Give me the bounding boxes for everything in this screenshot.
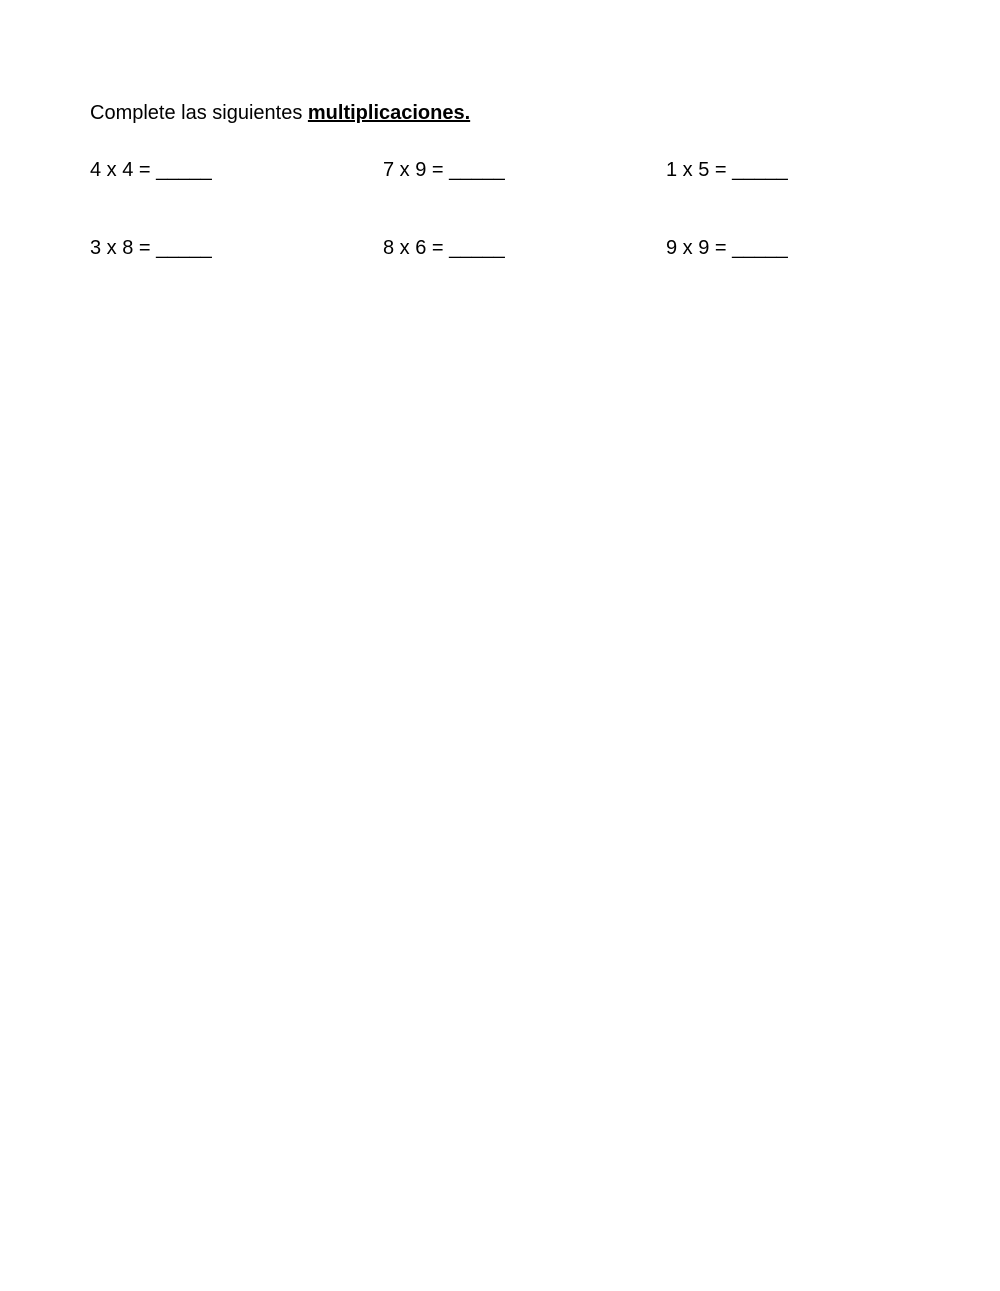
- answer-blank[interactable]: _____: [732, 237, 788, 259]
- problem-expression: 4 x 4 =: [90, 159, 157, 181]
- problem-expression: 1 x 5 =: [666, 159, 733, 181]
- instruction-text: Complete las siguientes: [90, 102, 308, 124]
- instruction-emphasis: multiplicaciones.: [307, 102, 471, 124]
- problem-1: [90, 158, 212, 182]
- answer-blank[interactable]: _____: [449, 237, 505, 259]
- answer-blank[interactable]: _____: [156, 159, 212, 181]
- answer-blank[interactable]: _____: [732, 159, 788, 181]
- problem-6: [666, 236, 788, 260]
- problem-expression: 7 x 9 =: [383, 159, 450, 181]
- problem-5: [383, 236, 505, 260]
- problem-3: [666, 158, 788, 182]
- answer-blank[interactable]: _____: [156, 237, 212, 259]
- answer-blank[interactable]: _____: [449, 159, 505, 181]
- problem-4: [90, 236, 212, 260]
- problem-expression: 3 x 8 =: [90, 237, 157, 259]
- instruction-line: [90, 101, 470, 125]
- problem-2: [383, 158, 505, 182]
- problem-expression: 9 x 9 =: [666, 237, 733, 259]
- problem-expression: 8 x 6 =: [383, 237, 450, 259]
